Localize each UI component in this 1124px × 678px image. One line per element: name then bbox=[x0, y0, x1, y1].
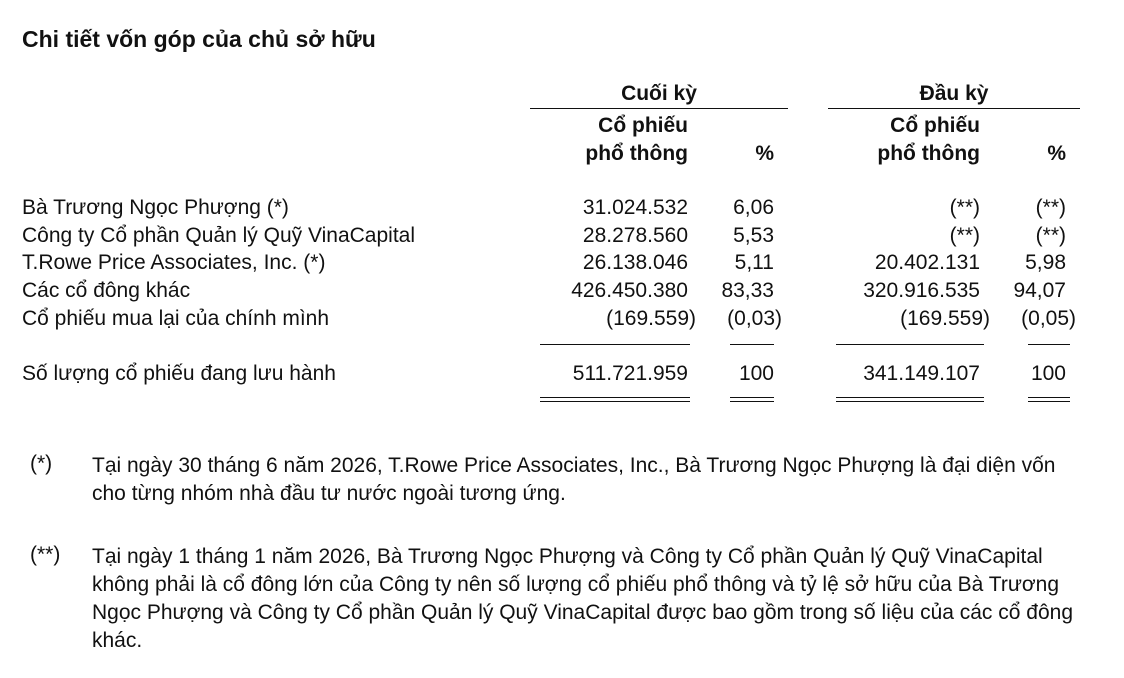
subtotal-rule bbox=[540, 344, 690, 345]
row-end-shares: 26.138.046 bbox=[582, 251, 688, 274]
row-label: Bà Trương Ngọc Phượng (*) bbox=[22, 196, 289, 219]
subheader-start-percent: % bbox=[1047, 142, 1066, 165]
row-start-percent: 5,98 bbox=[1025, 251, 1066, 274]
total-start-percent: 100 bbox=[1030, 362, 1066, 385]
subtotal-rule bbox=[1028, 344, 1070, 345]
header-end-period: Cuối kỳ bbox=[621, 82, 697, 105]
total-double-rule bbox=[1028, 397, 1070, 402]
row-end-shares: 31.024.532 bbox=[582, 196, 688, 219]
row-label: Các cổ đông khác bbox=[22, 279, 191, 302]
subheader-start-shares-line2: phổ thông bbox=[877, 142, 980, 165]
header-start-period: Đầu kỳ bbox=[919, 82, 989, 105]
subheader-end-shares-line1: Cổ phiếu bbox=[598, 114, 688, 137]
row-start-shares: (**) bbox=[949, 196, 980, 219]
row-label: Cổ phiếu mua lại của chính mình bbox=[22, 307, 330, 330]
header-underline-end bbox=[530, 108, 788, 109]
subheader-end-percent: % bbox=[755, 142, 774, 165]
row-label: T.Rowe Price Associates, Inc. (*) bbox=[22, 251, 326, 274]
row-start-shares: (**) bbox=[949, 224, 980, 247]
row-start-shares: (169.559) bbox=[900, 307, 990, 330]
total-double-rule bbox=[730, 397, 774, 402]
row-start-percent: (**) bbox=[1035, 196, 1066, 219]
row-end-shares: 426.450.380 bbox=[571, 279, 688, 302]
row-end-shares: 28.278.560 bbox=[582, 224, 688, 247]
row-label: Công ty Cổ phần Quản lý Quỹ VinaCapital bbox=[22, 224, 416, 247]
subheader-end-shares-line2: phổ thông bbox=[585, 142, 688, 165]
row-start-shares: 20.402.131 bbox=[874, 251, 980, 274]
footnote-text: Tại ngày 1 tháng 1 năm 2026, Bà Trương Ngọc Phượng và Công ty Cổ phần Quản lý Quỹ VinaCapital không phải là cổ đông lớn của Công ty nên số lượng cổ phiếu phổ thông và tỷ lệ sở hữu của Bà Trương Ngọc Phượng và Công ty Cổ phần Quản lý Quỹ VinaCapital được bao gồm trong số liệu của các cổ đông khác. bbox=[92, 545, 1074, 652]
total-end-percent: 100 bbox=[738, 362, 774, 385]
row-end-percent: (0,03) bbox=[727, 307, 782, 330]
row-start-percent: (0,05) bbox=[1021, 307, 1076, 330]
page-title: Chi tiết vốn góp của chủ sở hữu bbox=[22, 26, 376, 52]
total-end-shares: 511.721.959 bbox=[572, 362, 688, 385]
row-end-percent: 83,33 bbox=[721, 279, 774, 302]
footnote-double-star bbox=[30, 543, 1090, 663]
row-start-percent: (**) bbox=[1035, 224, 1066, 247]
subheader-start-shares-line1: Cổ phiếu bbox=[890, 114, 980, 137]
total-double-rule bbox=[836, 397, 984, 402]
subtotal-rule bbox=[836, 344, 984, 345]
total-label: Số lượng cổ phiếu đang lưu hành bbox=[22, 362, 336, 385]
total-start-shares: 341.149.107 bbox=[863, 362, 980, 385]
total-double-rule bbox=[540, 397, 690, 402]
subtotal-rule bbox=[730, 344, 774, 345]
footnote-mark: (*) bbox=[30, 452, 53, 475]
header-underline-start bbox=[828, 108, 1080, 109]
row-end-percent: 5,53 bbox=[733, 224, 774, 247]
footnote-mark: (**) bbox=[30, 543, 61, 566]
footnote-single-star bbox=[30, 452, 1090, 512]
row-start-shares: 320.916.535 bbox=[863, 279, 980, 302]
row-end-percent: 5,11 bbox=[734, 251, 774, 274]
row-start-percent: 94,07 bbox=[1013, 279, 1066, 302]
footnote-text: Tại ngày 30 tháng 6 năm 2026, T.Rowe Price Associates, Inc., Bà Trương Ngọc Phượng là đại diện vốn cho từng nhóm nhà đầu tư nước ngoài tương ứng. bbox=[92, 454, 1056, 505]
row-end-percent: 6,06 bbox=[733, 196, 774, 219]
row-end-shares: (169.559) bbox=[606, 307, 696, 330]
